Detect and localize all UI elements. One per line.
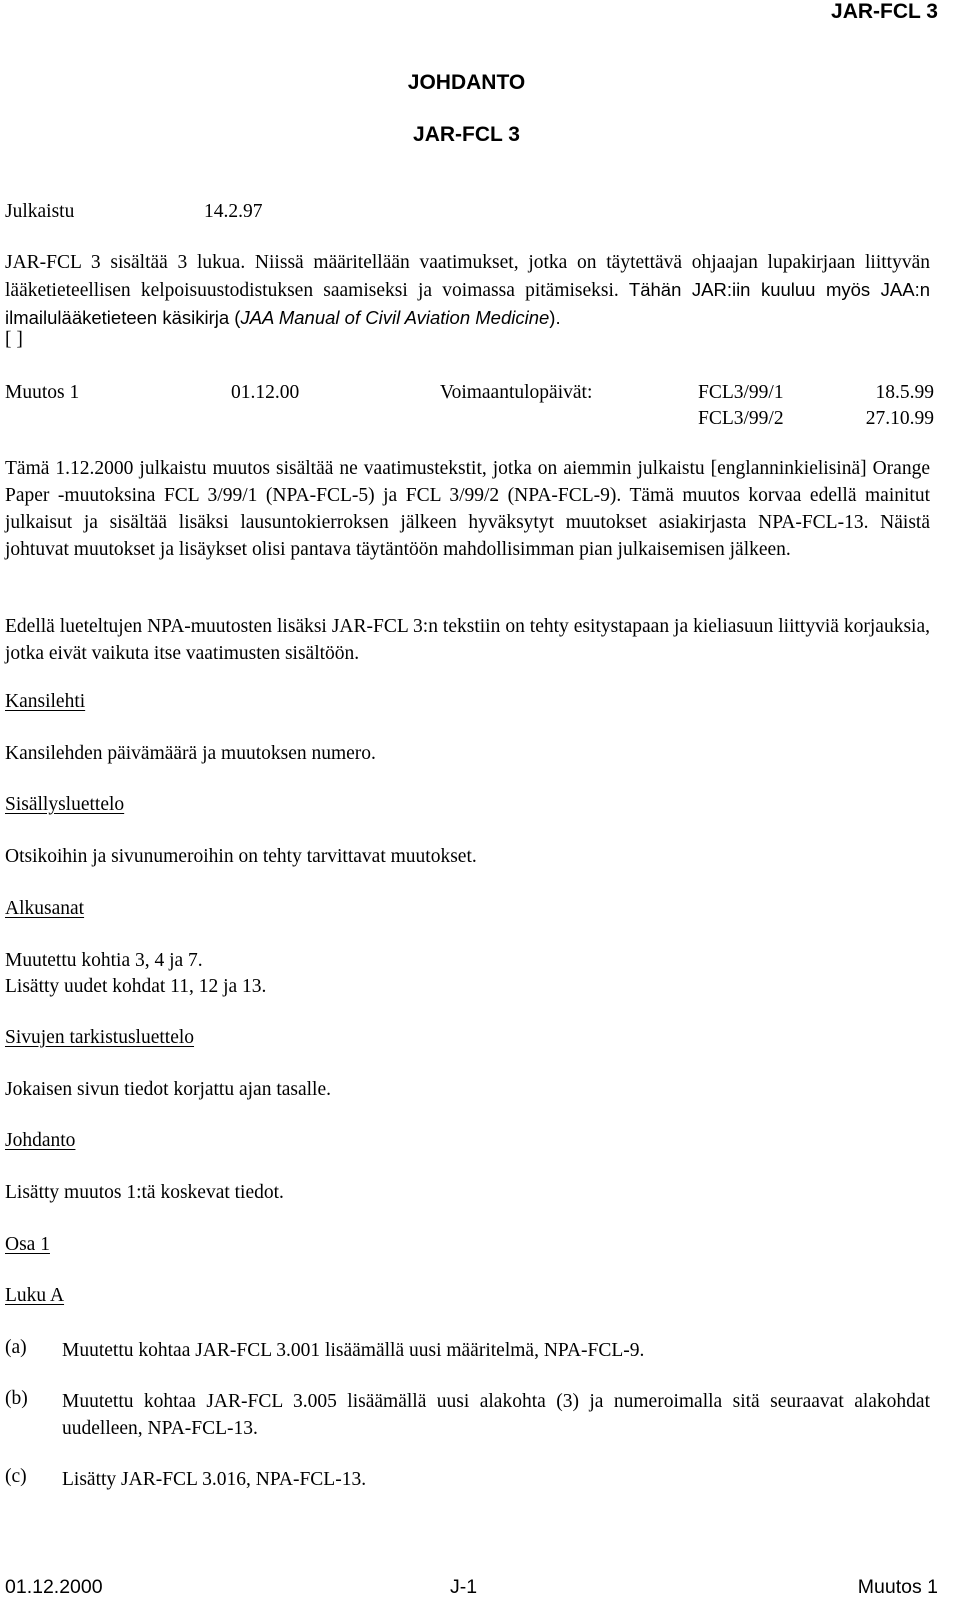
intro-serif: JAR-FCL 3 sisältää 3 lukua. Niissä määritellään vaatimukset, jotka on täytettävä ohjaajan lupakirjaan liittyvän lääketieteellisen kelpoisuustodistuksen saamiseksi ja voimassa pitämiseksi.: [5, 252, 930, 301]
effective-code-1: FCL3/99/1: [698, 382, 784, 403]
effective-date-2: 27.10.99: [865, 408, 934, 429]
amendment-label: Muutos 1: [5, 382, 80, 403]
section-heading-alkusanat: Alkusanat: [5, 898, 85, 919]
section-heading-sivujen-tarkistusluettelo: Sivujen tarkistusluettelo: [5, 1027, 195, 1048]
amendment-paragraph: [5, 455, 930, 563]
amendment-paragraph-b: Tämä muutos korvaa edellä mainitut julkaisut ja sisältää lisäksi lausuntokierroksen jälkeen hyväksytyt muutokset asiakirjasta NPA-FCL-13. Näistä johtuvat muutokset ja lisäykset olisi pantava täytäntöön mahdollisimman pian julkaisemisen jälkeen.: [5, 485, 931, 560]
item-label-c: (c): [5, 1466, 27, 1487]
page-subtitle: JAR-FCL 3: [413, 123, 520, 146]
item-text-b: Muutettu kohtaa JAR-FCL 3.005 lisäämällä uusi alakohta (3) ja numeroimalla sitä seuraavat alakohdat uudelleen, NPA-FCL-13.: [62, 1391, 930, 1439]
item-text-c: Lisätty JAR-FCL 3.016, NPA-FCL-13.: [62, 1469, 367, 1490]
section-heading-osa-1: Osa 1: [5, 1234, 50, 1255]
intro-paragraph: [5, 249, 930, 332]
section-heading-luku-a: Luku A: [5, 1285, 65, 1306]
published-date: 14.2.97: [204, 201, 263, 222]
intro-sans-end: ).: [549, 307, 561, 328]
published-label: Julkaistu: [5, 201, 75, 222]
corrections-paragraph: Edellä lueteltujen NPA-muutosten lisäksi JAR-FCL 3:n tekstiin on tehty esitystapaan ja kieliasuun liittyviä korjauksia, jotka eivät vaikuta itse vaatimusten sisältöön.: [5, 616, 930, 664]
footer-date: 01.12.2000: [5, 1576, 103, 1598]
section-heading-sisallysluettelo: Sisällysluettelo: [5, 794, 125, 815]
item-label-b: (b): [5, 1388, 28, 1409]
effective-date-1: 18.5.99: [875, 382, 934, 403]
item-text-a: Muutettu kohtaa JAR-FCL 3.001 lisäämällä uusi määritelmä, NPA-FCL-9.: [62, 1340, 645, 1361]
intro-sans: Tähän JAR:iin kuuluu myös JAA:n ilmailulääketieteen käsikirja (: [5, 279, 930, 328]
running-header: JAR-FCL 3: [831, 0, 938, 23]
footer-amendment: Muutos 1: [857, 1576, 938, 1598]
amendment-paragraph-a: Tämä 1.12.2000 julkaistu muutos sisältää ne vaatimustekstit, jotka on aiemmin julkaistu [englanninkielisinä] Orange Paper -muutoksina FCL 3/99/1 (NPA-FCL-5) ja FCL 3/99/2 (NPA-FCL-9).: [5, 458, 930, 506]
section-text-alkusanat-2: Lisätty uudet kohdat 11, 12 ja 13.: [5, 976, 267, 997]
section-text-johdanto: Lisätty muutos 1:tä koskevat tiedot.: [5, 1182, 284, 1203]
intro-italic: JAA Manual of Civil Aviation Medicine: [240, 307, 550, 328]
effective-label: Voimaantulopäivät:: [440, 382, 593, 403]
section-heading-johdanto: Johdanto: [5, 1130, 76, 1151]
page-title: JOHDANTO: [407, 71, 526, 94]
intro-brackets: [ ]: [5, 329, 23, 350]
effective-code-2: FCL3/99/2: [698, 408, 784, 429]
section-text-sivujen-tarkistusluettelo: Jokaisen sivun tiedot korjattu ajan tasalle.: [5, 1079, 332, 1100]
section-text-sisallysluettelo: Otsikoihin ja sivunumeroihin on tehty tarvittavat muutokset.: [5, 846, 477, 867]
section-heading-kansilehti: Kansilehti: [5, 691, 86, 712]
amendment-date: 01.12.00: [231, 382, 300, 403]
section-text-alkusanat-1: Muutettu kohtia 3, 4 ja 7.: [5, 950, 203, 971]
item-label-a: (a): [5, 1337, 27, 1358]
footer-page-number: J-1: [450, 1576, 478, 1598]
section-text-kansilehti: Kansilehden päivämäärä ja muutoksen numero.: [5, 743, 376, 764]
